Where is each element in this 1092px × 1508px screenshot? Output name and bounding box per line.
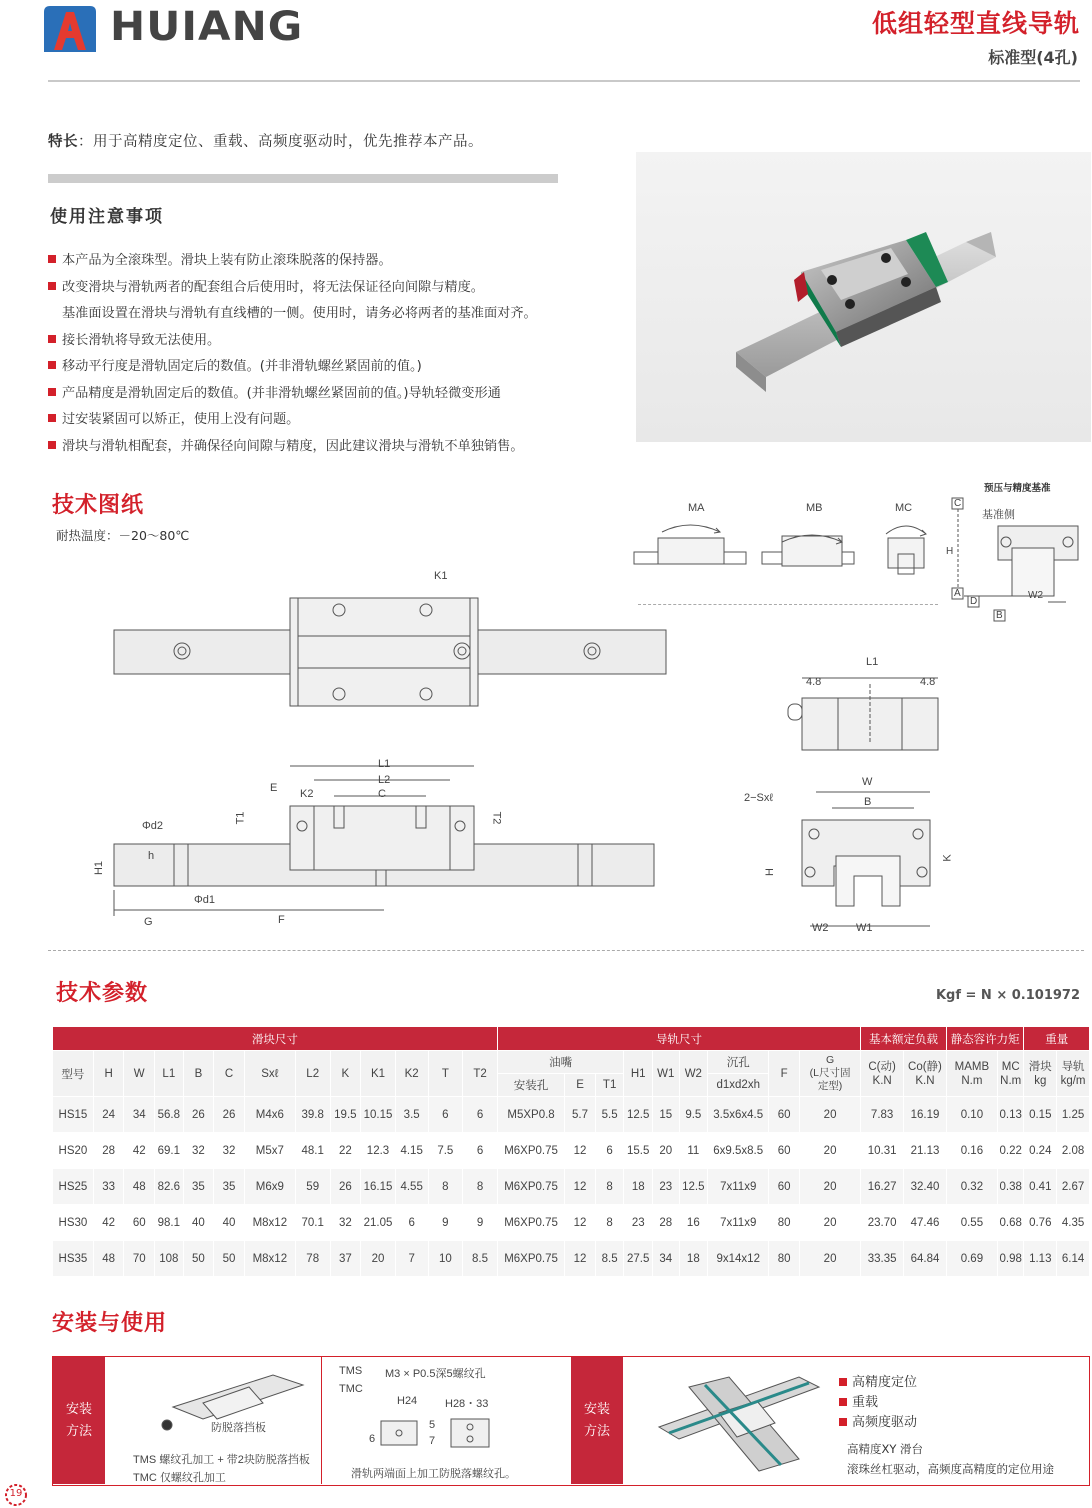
label-5: 5 [429, 1419, 436, 1431]
brand-logo-icon [44, 6, 96, 52]
table-cell: M8x12 [244, 1205, 295, 1241]
dim-h: h [148, 850, 155, 862]
table-cell: 7x11x9 [708, 1205, 769, 1241]
dim-l2: L2 [378, 774, 391, 786]
table-cell: 28 [93, 1133, 124, 1169]
list-item: 基准面设置在滑块与滑轨有直线槽的一侧。使用时，请务必将两者的基准面对齐。 [62, 306, 537, 321]
table-cell: 8 [463, 1169, 498, 1205]
precision-label: 预压与精度基准 [984, 483, 1051, 494]
moment-diagrams-icon [632, 520, 932, 580]
table-cell: 80 [769, 1241, 800, 1277]
rail-end-section-icon [377, 1415, 497, 1451]
reference-diagram-icon [948, 494, 1088, 626]
table-cell: 6.14 [1057, 1241, 1090, 1277]
table-cell: 9x14x12 [708, 1241, 769, 1277]
table-cell: 60 [769, 1133, 800, 1169]
table-cell: 0.15 [1024, 1097, 1057, 1133]
table-cell: M6XP0.75 [497, 1205, 564, 1241]
ref-label-a: A [954, 588, 961, 599]
table-cell: 50 [214, 1241, 245, 1277]
table-cell: 3.5 [395, 1097, 428, 1133]
table-cell: 34 [124, 1097, 155, 1133]
table-cell: 0.98 [997, 1241, 1024, 1277]
spec-table [52, 1026, 1090, 1277]
tms-label: TMS [339, 1365, 363, 1377]
label-7: 7 [429, 1435, 436, 1447]
table-cell: 16.27 [861, 1169, 904, 1205]
table-cell: 1.13 [1024, 1241, 1057, 1277]
table-cell: 20 [799, 1097, 860, 1133]
dim-w1: W1 [856, 922, 873, 934]
feature-line [48, 130, 483, 151]
header-rail: 导轨尺寸 [497, 1027, 860, 1051]
ref-label-d: D [970, 596, 978, 607]
dim-t1: T1 [234, 811, 247, 825]
table-cell: 24 [93, 1097, 124, 1133]
anti-drop-label: 防脱落挡板 [211, 1422, 266, 1434]
table-cell: 108 [155, 1241, 184, 1277]
table-cell: 42 [124, 1133, 155, 1169]
table-cell: 6 [463, 1133, 498, 1169]
tms-note: TMS 螺纹孔加工 + 带2块防脱落挡板 [133, 1454, 310, 1466]
dim-e: E [270, 782, 278, 794]
table-cell: M5XP0.8 [497, 1097, 564, 1133]
table-cell: 5.5 [595, 1097, 624, 1133]
table-cell: 33 [93, 1169, 124, 1205]
header-divider [48, 80, 1080, 82]
header-weight: 重量 [1024, 1027, 1090, 1051]
table-cell: 0.68 [997, 1205, 1024, 1241]
table-cell: 12.5 [679, 1169, 708, 1205]
table-cell: 48.1 [295, 1133, 330, 1169]
table-cell: HS15 [53, 1097, 94, 1133]
table-cell: 6 [463, 1097, 498, 1133]
table-row [53, 1205, 1090, 1241]
dim-w: W [862, 776, 873, 788]
reference-side-label: 基准侧 [982, 509, 1015, 521]
table-cell: 18 [679, 1241, 708, 1277]
table-cell: M5x7 [244, 1133, 295, 1169]
table-cell: 64.84 [904, 1241, 947, 1277]
header-slider: 滑块尺寸 [53, 1027, 498, 1051]
install-method-label: 安装 方法 [53, 1357, 105, 1484]
table-cell: 16.19 [904, 1097, 947, 1133]
table-cell: 5.7 [565, 1097, 596, 1133]
table-row [53, 1169, 1090, 1205]
linear-guide-illustration-icon [636, 152, 1091, 442]
table-cell: HS20 [53, 1133, 94, 1169]
table-cell: M6x9 [244, 1169, 295, 1205]
table-cell: 0.13 [997, 1097, 1024, 1133]
section-title-drawing: 技术图纸 [52, 493, 145, 518]
table-cell: 1.25 [1057, 1097, 1090, 1133]
table-subheader-row: 型号 H W L1 B C Sxℓ L2 K K1 K2 T T2 油嘴 H1 W1 W2 沉孔 F G (L尺寸固 定型) C(动) K.N Co(静) K.N MAMB N.m MC N.m 滑块 kg 导轨 kg/m [53, 1051, 1090, 1074]
dim-l1-right: L1 [866, 656, 879, 668]
table-cell: 32 [330, 1205, 361, 1241]
table-cell: 48 [124, 1169, 155, 1205]
table-cell: 0.10 [946, 1097, 997, 1133]
table-cell: 39.8 [295, 1097, 330, 1133]
end-note: 滑轨两端面上加工防脱落螺纹孔。 [351, 1468, 516, 1480]
table-cell: 19.5 [330, 1097, 361, 1133]
dim-d1: Φd1 [194, 894, 216, 906]
table-cell: 2.08 [1057, 1133, 1090, 1169]
table-cell: 6 [428, 1097, 463, 1133]
section-title-install: 安装与使用 [52, 1311, 168, 1336]
notes-list [48, 248, 608, 460]
table-cell: 0.69 [946, 1241, 997, 1277]
list-item: 本产品为全滚珠型。滑块上装有防止滚珠脱落的保持器。 [48, 248, 608, 275]
product-photo [636, 152, 1091, 442]
dim-h-section: H [763, 868, 776, 876]
table-cell: 23.70 [861, 1205, 904, 1241]
table-cell: 35 [214, 1169, 245, 1205]
table-cell: HS25 [53, 1169, 94, 1205]
list-item: 高精度定位 [839, 1373, 917, 1393]
list-item: 高频度驱动 [839, 1413, 917, 1433]
dim-48-right: 4.8 [920, 676, 936, 688]
table-cell: 8 [595, 1169, 624, 1205]
list-item: 移动平行度是滑轨固定后的数值。(并非滑轨螺丝紧固前的值。) [48, 354, 608, 381]
table-cell: 20 [799, 1169, 860, 1205]
section-title-params: 技术参数 [56, 981, 149, 1006]
list-item: 产品精度是滑轨固定后的数值。(并非滑轨螺丝紧固前的值。)导轨轻微变形通 [48, 381, 608, 408]
list-item: 接长滑轨将导致无法使用。 [48, 328, 608, 355]
table-cell: 70.1 [295, 1205, 330, 1241]
table-cell: 69.1 [155, 1133, 184, 1169]
table-cell: 7x11x9 [708, 1169, 769, 1205]
divider-dashed [48, 950, 1084, 951]
table-cell: 7.83 [861, 1097, 904, 1133]
dim-l1: L1 [378, 758, 391, 770]
ref-label-w2: W2 [1028, 590, 1043, 601]
feature-label: 特长 [48, 134, 78, 150]
table-cell: 26 [183, 1097, 214, 1133]
table-cell: 8.5 [595, 1241, 624, 1277]
list-item: 滑块与滑轨相配套，并确保径向间隙与精度，因此建议滑块与滑轨不单独销售。 [48, 434, 608, 461]
table-cell: 20 [799, 1133, 860, 1169]
table-header-row [53, 1027, 1090, 1051]
table-cell: 16 [679, 1205, 708, 1241]
notes-title: 使用注意事项 [50, 207, 164, 227]
table-cell: 16.15 [361, 1169, 396, 1205]
table-cell: 10.15 [361, 1097, 396, 1133]
table-cell: 59 [295, 1169, 330, 1205]
label-h24: H24 [397, 1395, 418, 1407]
table-cell: 20 [799, 1241, 860, 1277]
table-cell: 7.5 [428, 1133, 463, 1169]
table-cell: 0.24 [1024, 1133, 1057, 1169]
table-row [53, 1241, 1090, 1277]
brand-name: HUIANG [110, 4, 304, 50]
table-cell: 12 [565, 1205, 596, 1241]
table-cell: 21.13 [904, 1133, 947, 1169]
dim-f: F [278, 914, 285, 926]
tmc-label: TMC [339, 1383, 363, 1395]
table-cell: 28 [653, 1205, 680, 1241]
top-view-drawing-icon [112, 588, 672, 710]
table-cell: HS35 [53, 1241, 94, 1277]
label-mb: MB [806, 502, 823, 514]
tmc-note: TMC 仅螺纹孔加工 [133, 1472, 226, 1484]
table-cell: HS30 [53, 1205, 94, 1241]
dim-t2: T2 [490, 811, 503, 825]
unit-conversion: Kgf = N × 0.101972 [935, 988, 1080, 1003]
table-cell: 0.32 [946, 1169, 997, 1205]
table-cell: 0.76 [1024, 1205, 1057, 1241]
label-h2833: H28・33 [445, 1398, 489, 1410]
table-cell: 80 [769, 1205, 800, 1241]
table-cell: M6XP0.75 [497, 1241, 564, 1277]
dim-b: B [864, 796, 872, 808]
table-cell: 12.5 [624, 1097, 653, 1133]
table-cell: 0.22 [997, 1133, 1024, 1169]
table-cell: 9.5 [679, 1097, 708, 1133]
dim-g: G [144, 916, 153, 928]
table-cell: 37 [330, 1241, 361, 1277]
table-cell: 32 [183, 1133, 214, 1169]
table-cell: 9 [428, 1205, 463, 1241]
dim-k1: K1 [434, 570, 448, 582]
table-cell: 8 [428, 1169, 463, 1205]
table-cell: 6 [395, 1205, 428, 1241]
table-cell: 2.67 [1057, 1169, 1090, 1205]
dim-w2: W2 [812, 922, 829, 934]
table-cell: 12 [565, 1241, 596, 1277]
table-cell: M6XP0.75 [497, 1169, 564, 1205]
dim-sxl: 2−Sxℓ [744, 792, 773, 804]
table-cell: 22 [330, 1133, 361, 1169]
page-number: 19 [9, 1488, 23, 1499]
table-cell: 82.6 [155, 1169, 184, 1205]
table-cell: 26 [330, 1169, 361, 1205]
table-cell: 23 [653, 1169, 680, 1205]
table-cell: 11 [679, 1133, 708, 1169]
page-subtitle: 标准型(4孔) [988, 48, 1078, 67]
table-cell: 60 [124, 1205, 155, 1241]
ref-label-c: C [954, 498, 962, 509]
ref-label-b: B [996, 610, 1003, 621]
list-item: 改变滑块与滑轨两者的配套组合后使用时，将无法保证径向间隙与精度。 [48, 275, 608, 302]
table-cell: 6 [595, 1133, 624, 1169]
table-cell: 10 [428, 1241, 463, 1277]
xy-desc: 滚珠丝杠驱动，高频度高精度的定位用途 [847, 1462, 1054, 1476]
table-cell: 21.05 [361, 1205, 396, 1241]
table-cell: 4.55 [395, 1169, 428, 1205]
table-row [53, 1133, 1090, 1169]
section-bar [48, 174, 558, 183]
table-cell: M8x12 [244, 1241, 295, 1277]
table-cell: 18 [624, 1169, 653, 1205]
dim-k2: K2 [300, 788, 314, 800]
table-subheader-row-2: 安装孔 E T1 d1xd2xh [53, 1074, 1090, 1097]
ref-label-h: H [946, 546, 954, 557]
table-cell: 15 [653, 1097, 680, 1133]
table-cell: 0.16 [946, 1133, 997, 1169]
dim-k: K [941, 854, 954, 862]
table-cell: 78 [295, 1241, 330, 1277]
table-cell: 12 [565, 1169, 596, 1205]
table-cell: 8.5 [463, 1241, 498, 1277]
table-cell: 0.55 [946, 1205, 997, 1241]
table-cell: 42 [93, 1205, 124, 1241]
table-cell: 50 [183, 1241, 214, 1277]
table-cell: 20 [799, 1205, 860, 1241]
table-cell: 32.40 [904, 1169, 947, 1205]
table-cell: 10.31 [861, 1133, 904, 1169]
table-cell: 26 [214, 1097, 245, 1133]
table-cell: 20 [361, 1241, 396, 1277]
dim-d2: Φd2 [142, 820, 164, 832]
table-cell: 60 [769, 1169, 800, 1205]
table-cell: 27.5 [624, 1241, 653, 1277]
page-title: 低组轻型直线导轨 [871, 9, 1080, 38]
thread-spec: M3 × P0.5深5螺纹孔 [385, 1368, 486, 1380]
table-cell: 35 [183, 1169, 214, 1205]
table-cell: 33.35 [861, 1241, 904, 1277]
table-cell: 9 [463, 1205, 498, 1241]
table-cell: 15.5 [624, 1133, 653, 1169]
xy-stage-icon [649, 1367, 829, 1475]
table-cell: 0.38 [997, 1169, 1024, 1205]
table-cell: 8 [595, 1205, 624, 1241]
table-cell: 48 [93, 1241, 124, 1277]
table-cell: 6x9.5x8.5 [708, 1133, 769, 1169]
table-cell: 4.35 [1057, 1205, 1090, 1241]
xy-title: 高精度XY 滑台 [847, 1442, 924, 1456]
table-cell: 12 [565, 1133, 596, 1169]
dim-h1: H1 [93, 860, 106, 876]
dim-c: C [378, 788, 386, 800]
header-moment: 静态容许力矩 [946, 1027, 1024, 1051]
table-cell: 40 [214, 1205, 245, 1241]
table-cell: 32 [214, 1133, 245, 1169]
install-method-label-2: 安装 方法 [571, 1357, 623, 1484]
table-cell: 98.1 [155, 1205, 184, 1241]
label-ma: MA [688, 502, 705, 514]
label-mc: MC [895, 502, 913, 514]
benefits-list [839, 1373, 917, 1433]
dim-48-left: 4.8 [806, 676, 822, 688]
list-item: 过安装紧固可以矫正，使用上没有问题。 [48, 407, 608, 434]
temperature-spec: 耐热温度：－20～80℃ [56, 528, 190, 543]
table-cell: 3.5x6x4.5 [708, 1097, 769, 1133]
table-cell: M6XP0.75 [497, 1133, 564, 1169]
feature-text: ：用于高精度定位、重载、高频度驱动时，优先推荐本产品。 [78, 134, 483, 150]
divider [321, 1357, 322, 1484]
table-cell: 12.3 [361, 1133, 396, 1169]
table-cell: 70 [124, 1241, 155, 1277]
table-cell: 20 [653, 1133, 680, 1169]
table-row [53, 1097, 1090, 1133]
table-cell: 47.46 [904, 1205, 947, 1241]
table-cell: 60 [769, 1097, 800, 1133]
table-cell: 40 [183, 1205, 214, 1241]
table-cell: 34 [653, 1241, 680, 1277]
divider-dashed [638, 604, 938, 605]
table-cell: 7 [395, 1241, 428, 1277]
table-cell: M4x6 [244, 1097, 295, 1133]
table-cell: 23 [624, 1205, 653, 1241]
table-cell: 56.8 [155, 1097, 184, 1133]
table-cell: 0.41 [1024, 1169, 1057, 1205]
list-item: 重载 [839, 1393, 917, 1413]
label-6: 6 [369, 1433, 376, 1445]
install-panel [52, 1356, 1090, 1486]
header-load: 基本额定负载 [861, 1027, 947, 1051]
table-cell: 4.15 [395, 1133, 428, 1169]
